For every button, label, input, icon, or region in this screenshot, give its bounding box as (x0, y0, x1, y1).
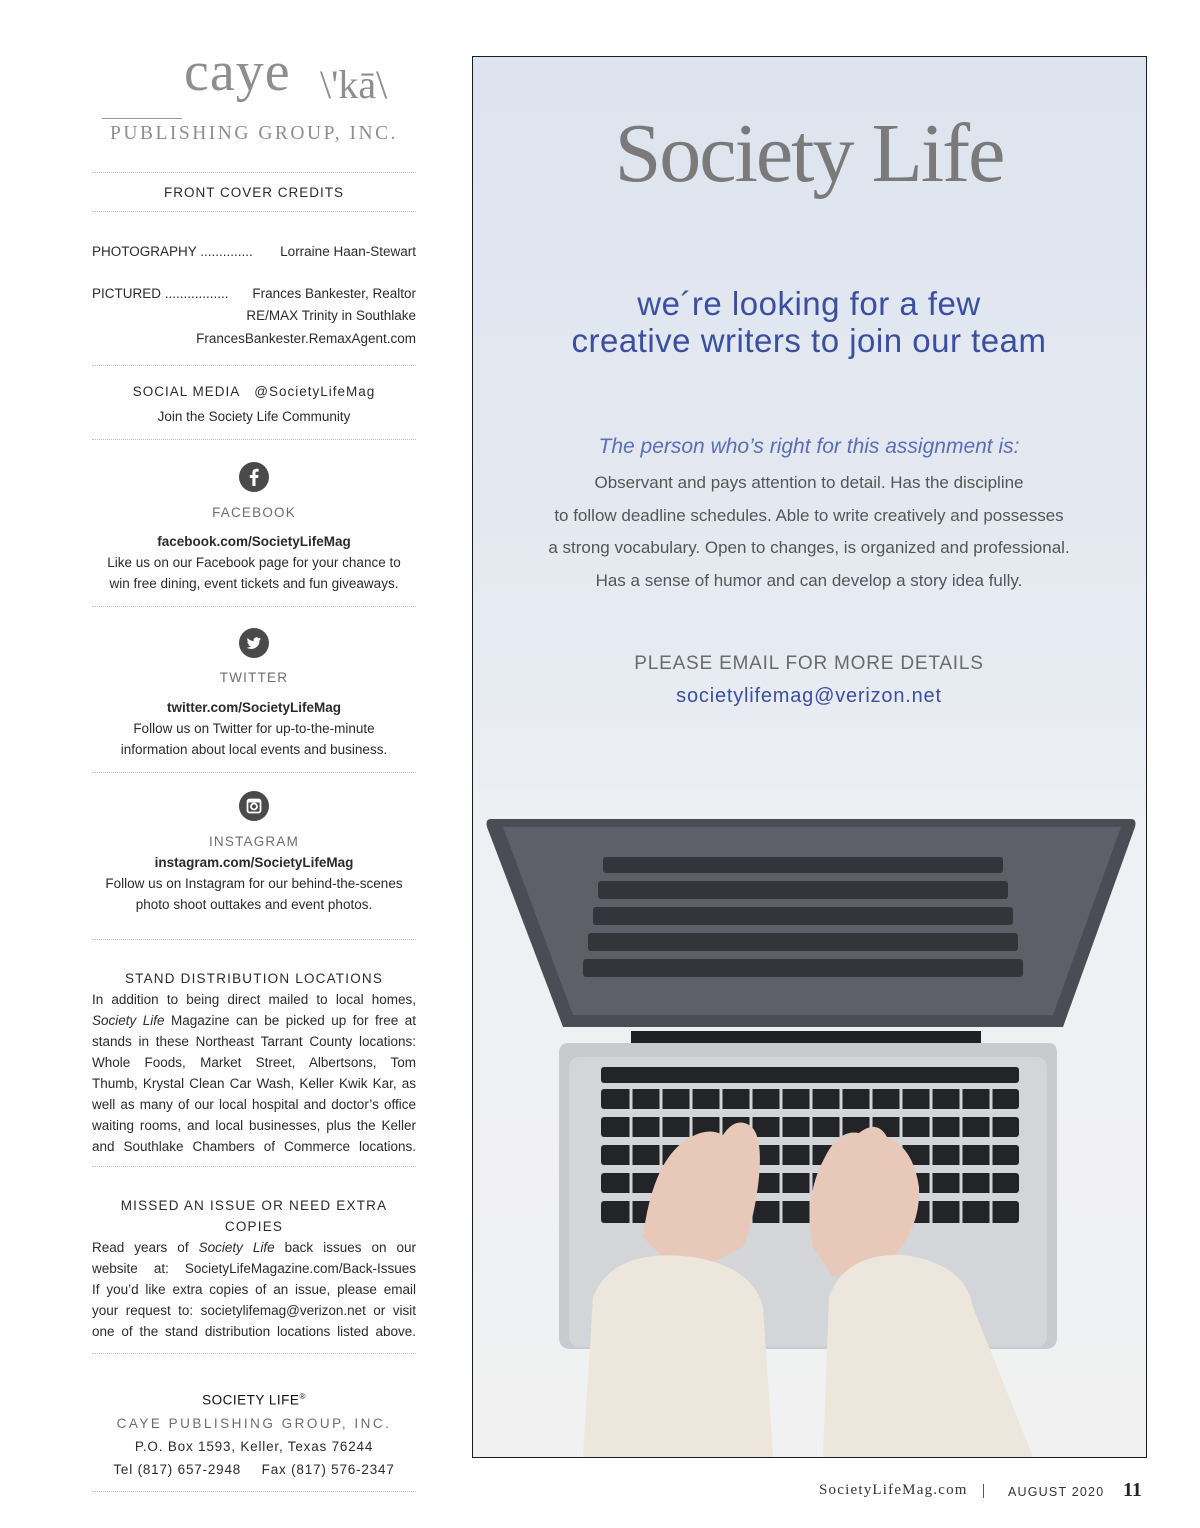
contact-company: CAYE PUBLISHING GROUP, INC. (116, 1415, 392, 1431)
twitter-icon[interactable] (239, 628, 269, 658)
publisher-logo (92, 41, 416, 170)
divider (92, 772, 416, 773)
facebook-section (92, 462, 416, 594)
footer-site[interactable]: SocietyLifeMag.com (819, 1482, 968, 1498)
stand-distribution-line: and Southlake Chambers of Commerce locations. (92, 1139, 416, 1154)
stand-distribution-heading: STAND DISTRIBUTION LOCATIONS (124, 971, 384, 986)
stand-distribution-line: stands in these Northeast Tarrant County locations: (92, 1034, 416, 1049)
ad-cta: PLEASE EMAIL FOR MORE DETAILS (634, 653, 984, 674)
magazine-name: Society Life (92, 1013, 165, 1028)
stand-distribution-line: waiting rooms, and local businesses, plus the Keller (92, 1118, 416, 1133)
facebook-heading: FACEBOOK (212, 505, 296, 520)
ad-subhead: The person who’s right for this assignment is: (598, 435, 1020, 458)
missed-issue-section (92, 1195, 416, 1342)
pictured-line: Frances Bankester, Realtor (252, 286, 416, 301)
instagram-text: Follow us on Instagram for our behind-the-scenes (105, 876, 403, 891)
instagram-section (92, 791, 416, 915)
photography-label: PHOTOGRAPHY .............. (92, 244, 253, 259)
contact-section (92, 1386, 416, 1480)
facebook-text: win free dining, event tickets and fun giveaways. (109, 576, 399, 591)
divider (92, 1166, 416, 1167)
photography-value: Lorraine Haan-Stewart (280, 244, 416, 259)
twitter-text: Follow us on Twitter for up-to-the-minute (133, 721, 375, 736)
pictured-label: PICTURED ................. (92, 286, 229, 301)
twitter-heading: TWITTER (219, 670, 289, 685)
logo-subtitle: PUBLISHING GROUP, INC. (110, 123, 398, 144)
contact-brand: SOCIETY LIFE® (202, 1392, 306, 1408)
magazine-name: Society Life (198, 1240, 275, 1255)
instagram-url[interactable]: instagram.com/SocietyLifeMag (154, 855, 354, 870)
footer-date: AUGUST 2020 (1008, 1485, 1105, 1499)
contact-phones (92, 1459, 416, 1480)
divider (92, 365, 416, 366)
missed-issue-heading: MISSED AN ISSUE OR NEED EXTRA COPIES (120, 1198, 388, 1234)
stand-distribution-line: well as many of our local hospital and doctor’s office (92, 1097, 416, 1112)
divider (92, 211, 416, 212)
twitter-section (92, 628, 416, 760)
writer-recruitment-ad (472, 56, 1147, 1458)
stand-distribution-line: Society Life Magazine can be picked up for free at (92, 1013, 417, 1028)
social-media-tagline: Join the Society Life Community (157, 409, 351, 424)
laptop-typing-photo (473, 777, 1145, 1457)
photography-credit (92, 241, 416, 262)
social-media-section (92, 381, 416, 427)
instagram-heading: INSTAGRAM (208, 834, 300, 849)
logo-phonetic: \'kā\ (320, 62, 388, 107)
missed-issue-line: If you’d like extra copies of an issue, please email (92, 1282, 416, 1297)
social-media-handle: @SocietyLifeMag (254, 384, 376, 399)
facebook-icon[interactable] (239, 462, 269, 492)
twitter-url[interactable]: twitter.com/SocietyLifeMag (166, 700, 342, 715)
divider (92, 1491, 416, 1492)
ad-headline: we´re looking for a few creative writers to join our team (571, 285, 1047, 359)
logo-rule (102, 118, 182, 119)
divider (92, 939, 416, 940)
divider (92, 1353, 416, 1354)
stand-distribution-line: Thumb, Krystal Clean Car Wash, Keller Kwik Kar, as (92, 1076, 416, 1091)
society-life-logo: Society Life (614, 107, 1004, 200)
pictured-line: RE/MAX Trinity in Southlake (246, 308, 416, 323)
ad-email[interactable]: societylifemag@verizon.net (676, 685, 942, 707)
left-column (92, 41, 417, 1492)
divider (92, 606, 416, 607)
pictured-line: FrancesBankester.RemaxAgent.com (196, 331, 416, 346)
instagram-icon[interactable] (239, 791, 269, 821)
ad-body: Observant and pays attention to detail. Has the discipline to follow deadline schedules. Able to write creatively and possesses a strong vocabulary. Open to changes, is organized and professional. Has a sense of humor and can develop a story idea fully. (548, 473, 1070, 590)
front-cover-heading: FRONT COVER CREDITS (163, 185, 344, 200)
divider (92, 439, 416, 440)
missed-issue-line: website at: SocietyLifeMagazine.com/Back-Issues (92, 1261, 416, 1276)
social-media-heading: SOCIAL MEDIA (132, 384, 240, 399)
stand-distribution-section (92, 968, 416, 1157)
instagram-text: photo shoot outtakes and event photos. (135, 897, 373, 912)
page-number: 11 (1123, 1479, 1142, 1501)
stand-distribution-line: In addition to being direct mailed to local homes, (92, 992, 416, 1007)
missed-issue-line: your request to: societylifemag@verizon.net or visit (92, 1303, 416, 1318)
contact-address: P.O. Box 1593, Keller, Texas 76244 (134, 1438, 374, 1454)
twitter-text: information about local events and business. (120, 742, 388, 757)
stand-distribution-line: Whole Foods, Market Street, Albertsons, Tom (92, 1055, 416, 1070)
missed-issue-line: one of the stand distribution locations listed above. (92, 1324, 416, 1339)
missed-issue-line: Read years of Society Life back issues on our (92, 1240, 417, 1255)
facebook-text: Like us on our Facebook page for your chance to (107, 555, 401, 570)
facebook-url[interactable]: facebook.com/SocietyLifeMag (157, 534, 351, 549)
pictured-credit (92, 283, 416, 350)
contact-tel: Tel (817) 657-2948 (113, 1461, 242, 1477)
logo-word: caye (184, 41, 291, 103)
contact-fax: Fax (817) 576-2347 (261, 1461, 395, 1477)
footer-separator (983, 1484, 984, 1498)
